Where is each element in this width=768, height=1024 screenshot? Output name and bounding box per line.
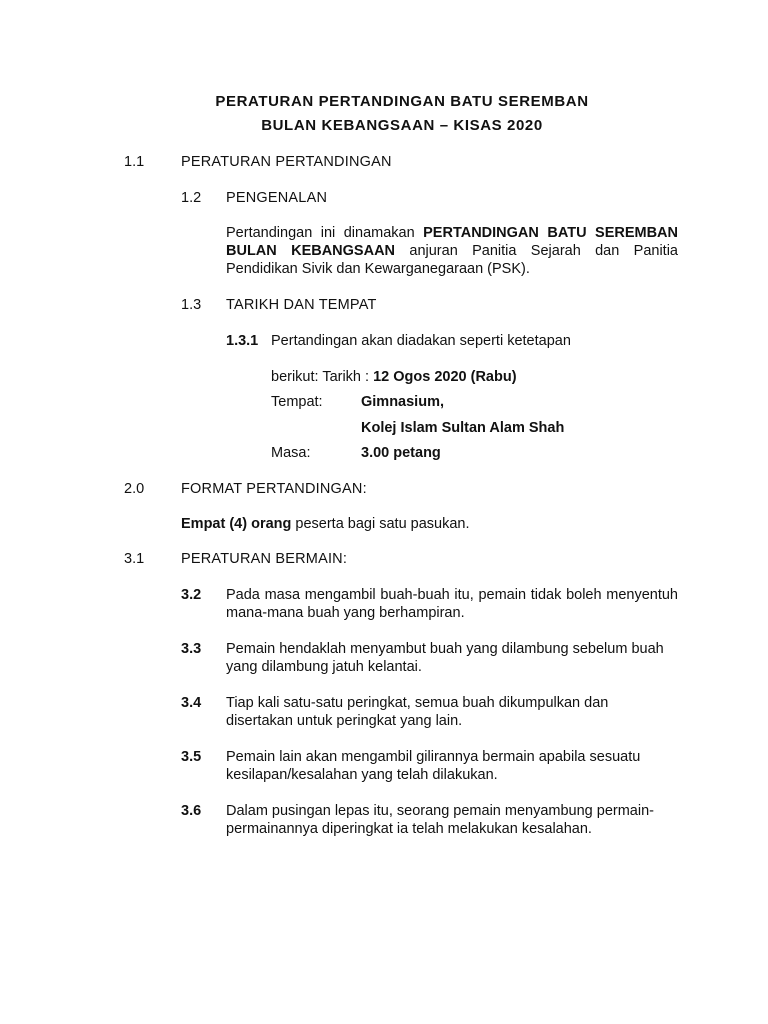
rule-text: Tiap kali satu-satu peringkat, semua buah dikumpulkan dan disertakan untuk peringkat yang lain. [226, 695, 609, 729]
tarikh-row [271, 368, 517, 386]
section-1-1-heading: PERATURAN PERTANDINGAN [181, 154, 392, 170]
section-1-3-1-number: 1.3.1 [226, 333, 259, 349]
rule-text: Pemain lain akan mengambil gilirannya bermain apabila sesuatu kesilapan/kesalahan yang telah dilakukan. [226, 749, 641, 783]
rule-number: 3.6 [181, 803, 202, 819]
section-1-3-number: 1.3 [181, 297, 202, 313]
section-3-1-heading: PERATURAN BERMAIN: [181, 551, 348, 567]
team-size-description: peserta bagi satu pasukan. [291, 516, 470, 532]
tempat-value-line-2: Kolej Islam Sultan Alam Shah [361, 420, 565, 436]
tempat-label: Tempat: [271, 394, 323, 410]
section-1-2-number: 1.2 [181, 190, 202, 206]
section-1-3-1-text: Pertandingan akan diadakan seperti ketetapan [271, 333, 571, 349]
intro-text-start: Pertandingan ini dinamakan [226, 225, 424, 241]
rule-number: 3.4 [181, 695, 202, 711]
section-1-3-heading: TARIKH DAN TEMPAT [226, 297, 377, 313]
tarikh-value: 12 Ogos 2020 (Rabu) [373, 369, 517, 385]
document-title-line-1: PERATURAN PERTANDINGAN BATU SEREMBAN [215, 93, 589, 110]
section-3-1-number: 3.1 [124, 551, 145, 567]
rule-text: Dalam pusingan lepas itu, seorang pemain menyambung permain-permainannya diperingkat ia telah melakukan kesalahan. [226, 803, 654, 837]
document-title-line-2: BULAN KEBANGSAAN – KISAS 2020 [261, 117, 543, 134]
tarikh-label: berikut: Tarikh : [271, 369, 374, 385]
rule-number: 3.5 [181, 749, 202, 765]
rule-number: 3.2 [181, 587, 202, 603]
format-text [181, 515, 470, 533]
masa-label: Masa: [271, 445, 311, 461]
masa-value: 3.00 petang [361, 445, 441, 461]
section-1-2-heading: PENGENALAN [226, 190, 328, 206]
team-size: Empat (4) orang [181, 516, 292, 532]
section-2-0-heading: FORMAT PERTANDINGAN: [181, 481, 367, 497]
competition-name: PERTANDINGAN BATU SEREMBAN BULAN KEBANGSAAN [226, 225, 678, 259]
tempat-value-line-1: Gimnasium, [361, 394, 444, 410]
intro-text-end: anjuran Panitia Sejarah dan Panitia Pendidikan Sivik dan Kewarganegaraan (PSK). [226, 243, 679, 277]
rule-text: Pada masa mengambil buah-buah itu, pemain tidak boleh menyentuh mana-mana buah yang berhampiran. [226, 587, 678, 621]
section-1-2-paragraph [226, 224, 678, 278]
rule-number: 3.3 [181, 641, 202, 657]
section-1-1-number: 1.1 [124, 154, 145, 170]
section-2-0-number: 2.0 [124, 481, 145, 497]
rule-text: Pemain hendaklah menyambut buah yang dilambung sebelum buah yang dilambung jatuh kelantai. [226, 641, 664, 675]
